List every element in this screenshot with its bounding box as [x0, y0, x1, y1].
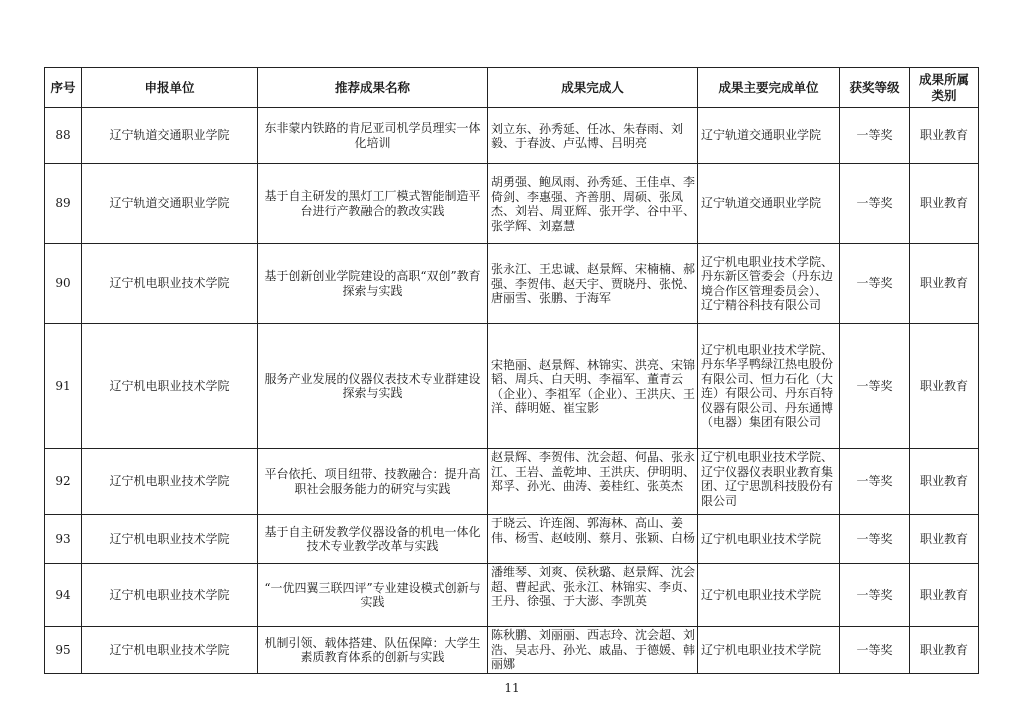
header-row [45, 68, 979, 108]
table-row [45, 515, 979, 564]
row-award: 一等奖 [840, 244, 910, 324]
row-unit: 辽宁轨道交通职业学院 [82, 108, 258, 164]
row-name: 平台依托、项目纽带、技教融合：提升高职社会服务能力的研究与实践 [258, 449, 488, 515]
table-row [45, 164, 979, 244]
row-name: 机制引领、载体搭建、队伍保障：大学生素质教育体系的创新与实践 [258, 627, 488, 674]
row-unit: 辽宁机电职业技术学院 [82, 515, 258, 564]
row-award: 一等奖 [840, 515, 910, 564]
row-persons: 潘维琴、刘爽、侯秋璐、赵景辉、沈会超、曹起武、张永江、林锦实、李贞、王丹、徐强、于大澎、李凯英 [488, 564, 698, 627]
row-seq: 88 [45, 108, 82, 164]
row-main-unit: 辽宁机电职业技术学院、丹东新区管委会（丹东边境合作区管理委员会）、辽宁精谷科技有限公司 [698, 244, 840, 324]
row-seq: 90 [45, 244, 82, 324]
row-main-unit: 辽宁机电职业技术学院 [698, 515, 840, 564]
row-category: 职业教育 [910, 449, 979, 515]
page [44, 67, 978, 674]
row-award: 一等奖 [840, 164, 910, 244]
row-award: 一等奖 [840, 108, 910, 164]
row-award: 一等奖 [840, 449, 910, 515]
row-unit: 辽宁机电职业技术学院 [82, 244, 258, 324]
row-category: 职业教育 [910, 164, 979, 244]
page-number: 11 [504, 681, 520, 695]
row-award: 一等奖 [840, 564, 910, 627]
row-category: 职业教育 [910, 324, 979, 449]
row-unit: 辽宁机电职业技术学院 [82, 449, 258, 515]
row-seq: 94 [45, 564, 82, 627]
row-persons: 赵景辉、李贺伟、沈会超、何晶、张永江、王岩、盖乾坤、王洪庆、伊明明、郑孚、孙光、曲涛、姜桂红、张英杰 [488, 449, 698, 515]
row-seq: 91 [45, 324, 82, 449]
header-unit: 申报单位 [82, 68, 258, 108]
row-unit: 辽宁机电职业技术学院 [82, 324, 258, 449]
header-main-unit: 成果主要完成单位 [698, 68, 840, 108]
row-name: 东非蒙内铁路的肯尼亚司机学员理实一体化培训 [258, 108, 488, 164]
row-main-unit: 辽宁轨道交通职业学院 [698, 108, 840, 164]
row-category: 职业教育 [910, 627, 979, 674]
row-persons: 胡勇强、鲍凤雨、孙秀延、王佳卓、李倚剑、李惠强、齐善朋、周硕、张凤杰、刘岩、周亚辉、张开学、谷中平、张学辉、刘嘉慧 [488, 164, 698, 244]
header-name: 推荐成果名称 [258, 68, 488, 108]
row-name: “一优四翼三联四评”专业建设模式创新与实践 [258, 564, 488, 627]
row-main-unit: 辽宁轨道交通职业学院 [698, 164, 840, 244]
row-unit: 辽宁轨道交通职业学院 [82, 164, 258, 244]
row-main-unit: 辽宁机电职业技术学院、辽宁仪器仪表职业教育集团、辽宁思凯科技股份有限公司 [698, 449, 840, 515]
row-seq: 93 [45, 515, 82, 564]
row-main-unit: 辽宁机电职业技术学院 [698, 564, 840, 627]
row-seq: 92 [45, 449, 82, 515]
table-row [45, 627, 979, 674]
row-persons: 刘立东、孙秀延、任冰、朱春雨、刘毅、于春波、卢弘博、吕明亮 [488, 108, 698, 164]
table-row [45, 564, 979, 627]
table-row [45, 449, 979, 515]
row-award: 一等奖 [840, 627, 910, 674]
row-persons: 宋艳丽、赵景辉、林锦实、洪亮、宋锦韬、周兵、白天明、李福军、董青云（企业）、李祖军（企业）、王洪庆、王洋、薛明姬、崔宝影 [488, 324, 698, 449]
header-category: 成果所属类别 [910, 68, 979, 108]
row-award: 一等奖 [840, 324, 910, 449]
table-row [45, 324, 979, 449]
row-persons: 陈秋鹏、刘丽丽、西志玲、沈会超、刘浩、吴志丹、孙光、戚晶、于德媛、韩丽娜 [488, 627, 698, 674]
awards-table [44, 67, 979, 674]
row-seq: 89 [45, 164, 82, 244]
row-category: 职业教育 [910, 515, 979, 564]
table-row [45, 244, 979, 324]
row-category: 职业教育 [910, 564, 979, 627]
row-name: 服务产业发展的仪器仪表技术专业群建设探索与实践 [258, 324, 488, 449]
header-seq: 序号 [45, 68, 82, 108]
row-persons: 张永江、王忠诚、赵景辉、宋楠楠、郝强、李贺伟、赵天宇、贾晓丹、张悦、唐丽雪、张鹏、于海军 [488, 244, 698, 324]
header-award: 获奖等级 [840, 68, 910, 108]
row-unit: 辽宁机电职业技术学院 [82, 564, 258, 627]
row-unit: 辽宁机电职业技术学院 [82, 627, 258, 674]
row-main-unit: 辽宁机电职业技术学院、丹东华孚鸭绿江热电股份有限公司、恒力石化（大连）有限公司、丹东百特仪器有限公司、丹东通博（电器）集团有限公司 [698, 324, 840, 449]
row-main-unit: 辽宁机电职业技术学院 [698, 627, 840, 674]
row-category: 职业教育 [910, 108, 979, 164]
row-name: 基于自主研发教学仪器设备的机电一体化技术专业教学改革与实践 [258, 515, 488, 564]
row-name: 基于创新创业学院建设的高职“双创”教育探索与实践 [258, 244, 488, 324]
table-row [45, 108, 979, 164]
row-category: 职业教育 [910, 244, 979, 324]
row-persons: 于晓云、许连阁、郭海林、高山、姜伟、杨雪、赵岐刚、蔡月、张颖、白杨 [488, 515, 698, 564]
header-persons: 成果完成人 [488, 68, 698, 108]
row-seq: 95 [45, 627, 82, 674]
row-name: 基于自主研发的黑灯工厂模式智能制造平台进行产教融合的教改实践 [258, 164, 488, 244]
